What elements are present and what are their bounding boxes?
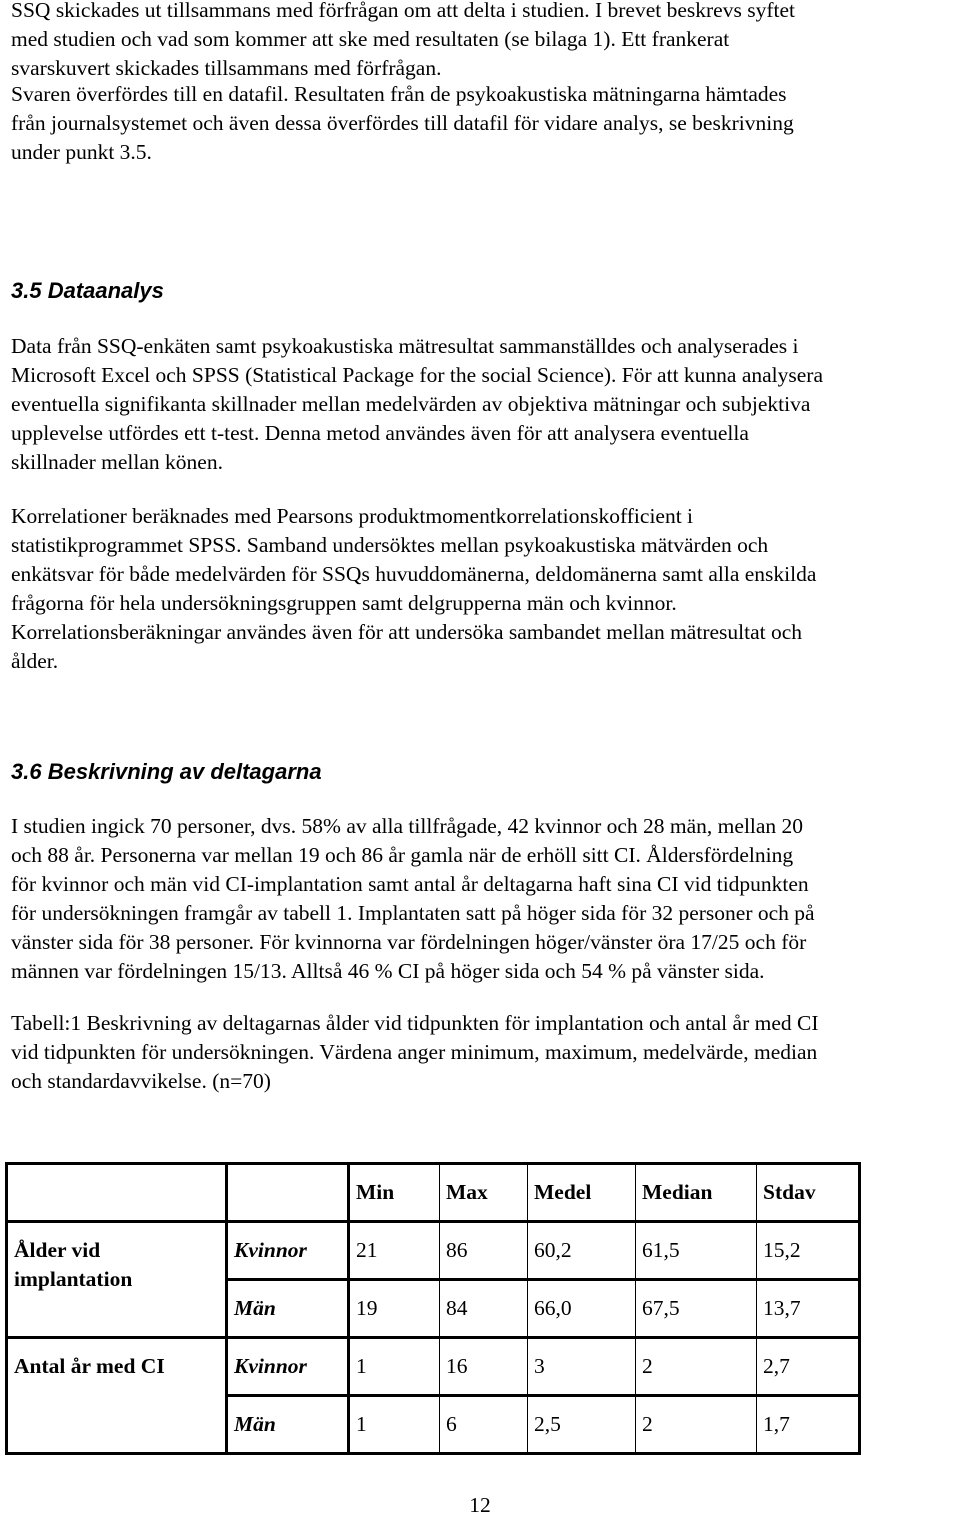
text-line: eventuella signifikanta skillnader mellan medelvärden av objektiva mätningar och subjektiva (11, 392, 811, 416)
text-line: Microsoft Excel och SPSS (Statistical Package for the social Science). För att kunna analysera (11, 363, 824, 387)
sex-cell: Kvinnor (227, 1222, 349, 1280)
value-cell: 2,5 (528, 1396, 636, 1454)
value-cell: 86 (440, 1222, 528, 1280)
value-cell: 1 (349, 1396, 440, 1454)
column-header: Median (636, 1164, 757, 1222)
sex-cell: Män (227, 1280, 349, 1338)
sex-cell: Kvinnor (227, 1338, 349, 1396)
value-cell: 61,5 (636, 1222, 757, 1280)
text-line: upplevelse utfördes ett t-test. Denna metod användes även för att analysera eventuella (11, 421, 749, 445)
paragraph-deltagarna (11, 812, 951, 986)
value-cell: 60,2 (528, 1222, 636, 1280)
text-line: SSQ skickades ut tillsammans med förfrågan om att delta i studien. I brevet beskrevs syftet (11, 0, 795, 22)
value-cell: 3 (528, 1338, 636, 1396)
text-line: för kvinnor och män vid CI-implantation samt antal år deltagarna haft sina CI vid tidpunkten (11, 872, 809, 896)
text-line: och 88 år. Personerna var mellan 19 och 86 år gamla när de erhöll sitt CI. Åldersfördelning (11, 843, 794, 867)
table-corner-cell (7, 1164, 227, 1222)
text-line: Korrelationsberäkningar användes även för att undersöka sambandet mellan mätresultat och (11, 620, 803, 644)
text-line: vid tidpunkten för undersökningen. Värdena anger minimum, maximum, medelvärde, median (11, 1040, 818, 1064)
row-group-label (7, 1338, 227, 1454)
text-line: för undersökningen framgår av tabell 1. Implantaten satt på höger sida för 32 personer och på (11, 901, 815, 925)
row-group-label-line: implantation (14, 1267, 133, 1291)
value-cell: 15,2 (757, 1222, 860, 1280)
value-cell: 6 (440, 1396, 528, 1454)
table-header-row (7, 1164, 860, 1222)
column-header: Max (440, 1164, 528, 1222)
value-cell: 66,0 (528, 1280, 636, 1338)
text-line: under punkt 3.5. (11, 140, 152, 164)
value-cell: 16 (440, 1338, 528, 1396)
text-line: från journalsystemet och även dessa överfördes till datafil för vidare analys, se beskrivning (11, 111, 794, 135)
table-corner-cell (227, 1164, 349, 1222)
row-group-label-line: Antal år med CI (14, 1354, 165, 1378)
value-cell: 2 (636, 1338, 757, 1396)
text-line: männen var fördelningen 15/13. Alltså 46 % CI på höger sida och 54 % på vänster sida. (11, 959, 765, 983)
text-line: Tabell:1 Beskrivning av deltagarnas ålder vid tidpunkten för implantation och antal år med CI (11, 1011, 819, 1035)
paragraph-dataanalys (11, 332, 951, 477)
text-line: Svaren överfördes till en datafil. Resultaten från de psykoakustiska mätningarna hämtades (11, 82, 787, 106)
value-cell: 1 (349, 1338, 440, 1396)
text-line: Data från SSQ-enkäten samt psykoakustiska mätresultat sammanställdes och analyserades i (11, 334, 799, 358)
text-line: Korrelationer beräknades med Pearsons produktmomentkorrelationskofficient i (11, 504, 694, 528)
section-heading-3-5: 3.5 Dataanalys (11, 278, 164, 303)
text-line: ålder. (11, 649, 59, 673)
paragraph-datafile (11, 80, 951, 167)
text-line: svarskuvert skickades tillsammans med förfrågan. (11, 56, 442, 80)
paragraph-ssq-intro (11, 0, 951, 83)
text-line: vänster sida för 38 personer. För kvinnorna var fördelningen höger/vänster öra 17/25 och för (11, 930, 807, 954)
value-cell: 1,7 (757, 1396, 860, 1454)
value-cell: 19 (349, 1280, 440, 1338)
text-line: frågorna för hela undersökningsgruppen samt delgrupperna män och kvinnor. (11, 591, 677, 615)
column-header: Medel (528, 1164, 636, 1222)
text-line: skillnader mellan könen. (11, 450, 223, 474)
text-line: statistikprogrammet SPSS. Samband undersöktes mellan psykoakustiska mätvärden och (11, 533, 769, 557)
row-group-label (7, 1222, 227, 1338)
sex-cell: Män (227, 1396, 349, 1454)
text-line: och standardavvikelse. (n=70) (11, 1069, 271, 1093)
column-header: Min (349, 1164, 440, 1222)
text-line: med studien och vad som kommer att ske med resultaten (se bilaga 1). Ett frankerat (11, 27, 730, 51)
text-line: enkätsvar för både medelvärden för SSQs huvuddomänerna, deldomänerna samt alla enskilda (11, 562, 817, 586)
value-cell: 21 (349, 1222, 440, 1280)
table-caption (11, 1009, 951, 1096)
value-cell: 67,5 (636, 1280, 757, 1338)
page-number: 12 (469, 1493, 491, 1517)
row-group-label-line: Ålder vid (14, 1238, 101, 1262)
value-cell: 84 (440, 1280, 528, 1338)
text-line: I studien ingick 70 personer, dvs. 58% av alla tillfrågade, 42 kvinnor och 28 män, mellan 20 (11, 814, 804, 838)
column-header: Stdav (757, 1164, 860, 1222)
paragraph-korrelationer (11, 502, 951, 676)
participants-table (5, 1162, 861, 1455)
value-cell: 2,7 (757, 1338, 860, 1396)
value-cell: 13,7 (757, 1280, 860, 1338)
table-row (7, 1338, 860, 1396)
section-heading-3-6: 3.6 Beskrivning av deltagarna (11, 759, 322, 784)
table-row (7, 1222, 860, 1280)
value-cell: 2 (636, 1396, 757, 1454)
